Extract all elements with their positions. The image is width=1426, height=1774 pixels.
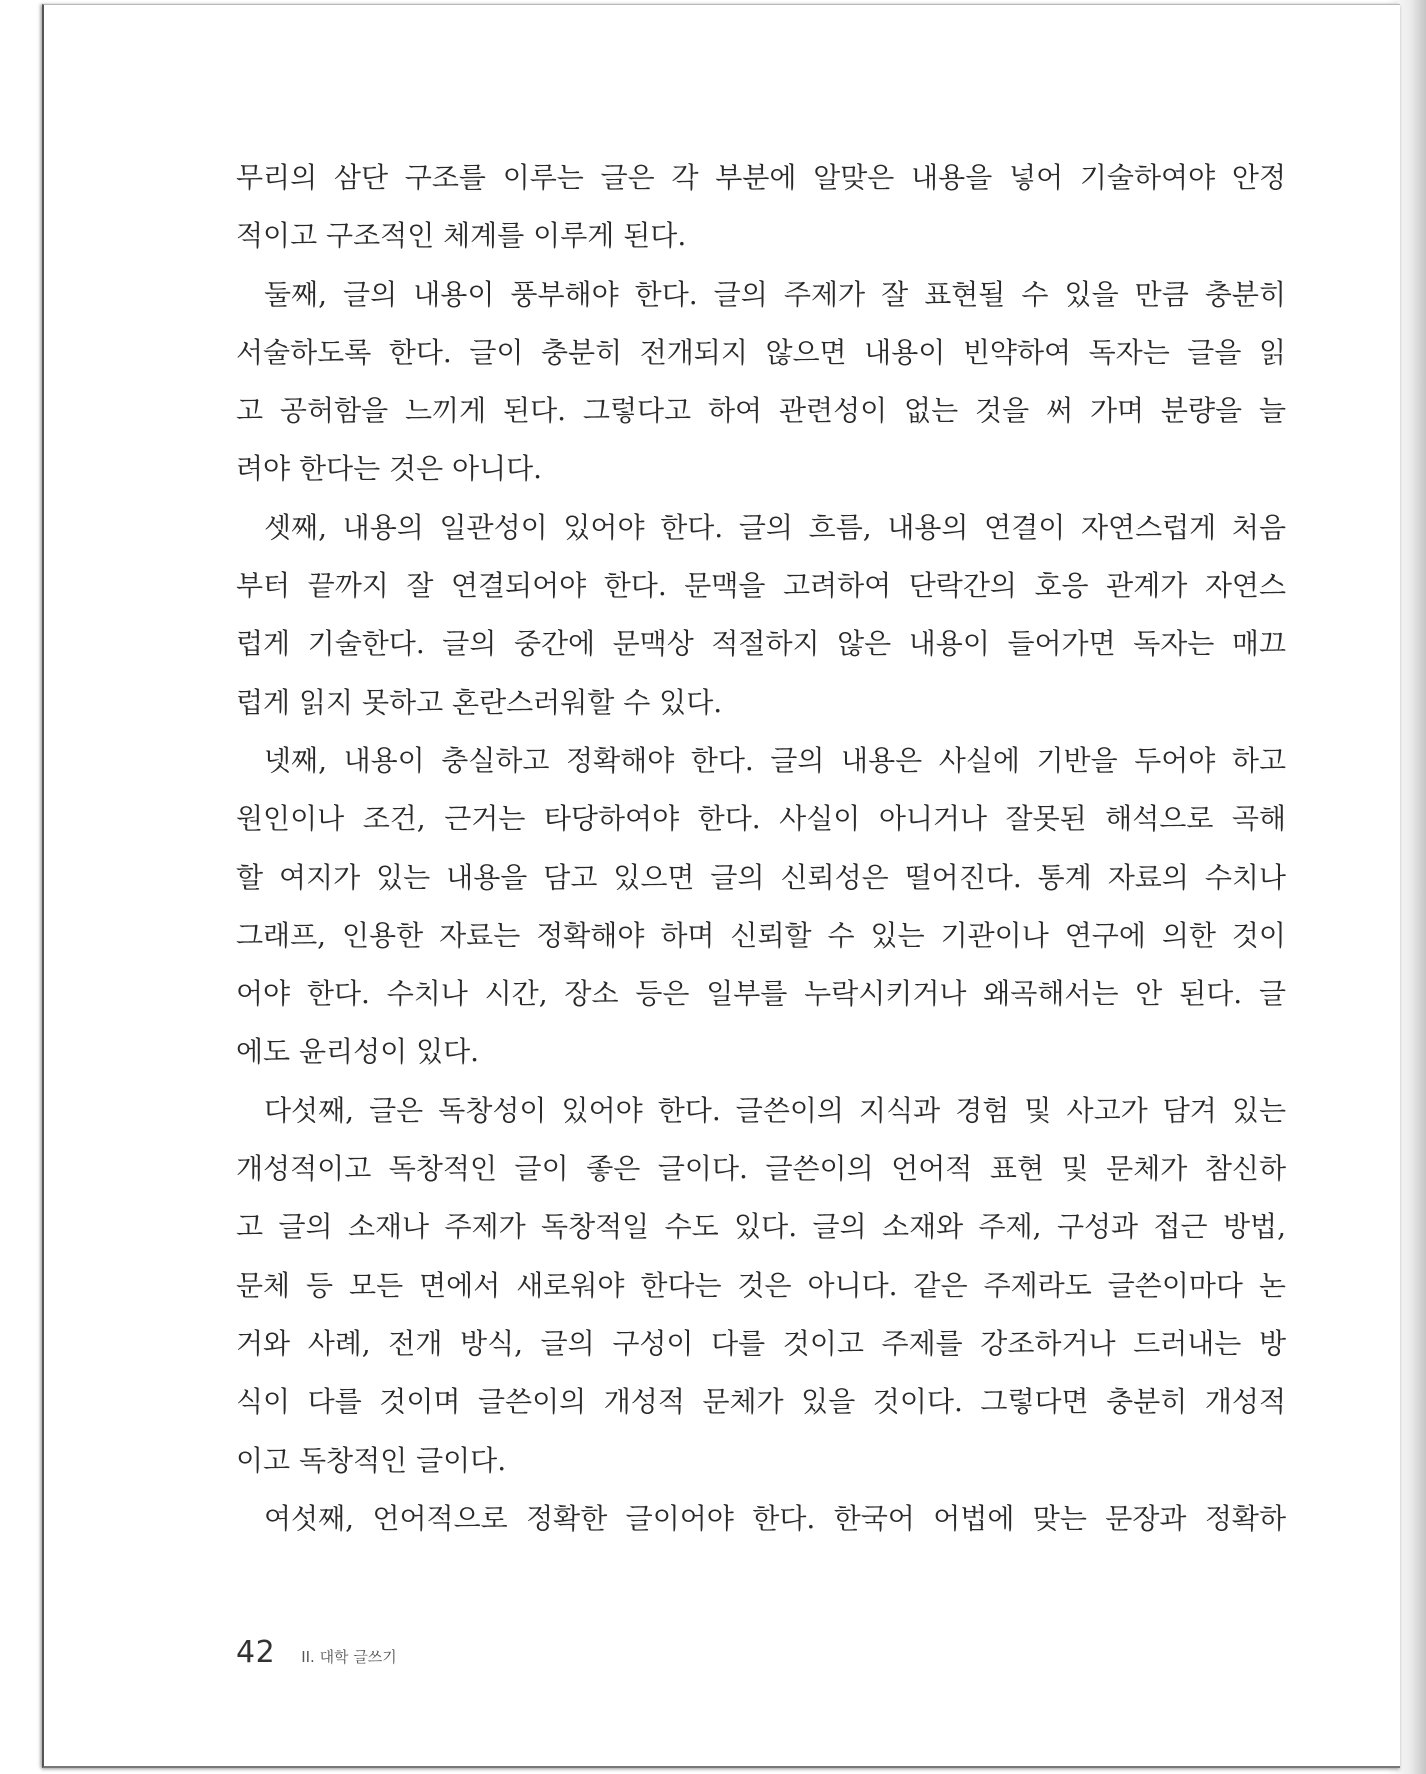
- text-line: 이고 독창적인 글이다.: [236, 1443, 507, 1477]
- text-line: 셋째, 내용의 일관성이 있어야 한다. 글의 흐름, 내용의 연결이 자연스럽게 처음: [264, 510, 1286, 544]
- page-number: 42: [236, 1635, 276, 1670]
- text-line: 할 여지가 있는 내용을 담고 있으면 글의 신뢰성은 떨어진다. 통계 자료의 수치나: [236, 860, 1286, 894]
- page-footer: [236, 1635, 397, 1675]
- text-line: 고 공허함을 느끼게 된다. 그렇다고 하여 관련성이 없는 것을 써 가며 분량을 늘: [236, 394, 1286, 428]
- book-page: [42, 4, 1400, 1768]
- text-line: 다섯째, 글은 독창성이 있어야 한다. 글쓴이의 지식과 경험 및 사고가 담겨 있는: [264, 1093, 1286, 1127]
- text-line: 넷째, 내용이 충실하고 정확해야 한다. 글의 내용은 사실에 기반을 두어야 하고: [264, 743, 1286, 777]
- body-text: [236, 149, 1286, 1548]
- text-line: 여섯째, 언어적으로 정확한 글이어야 한다. 한국어 어법에 맞는 문장과 정확하: [264, 1501, 1286, 1535]
- text-line: 적이고 구조적인 체계를 이루게 된다.: [236, 219, 687, 253]
- running-head: II. 대학 글쓰기: [301, 1648, 397, 1666]
- text-line: 원인이나 조건, 근거는 타당하여야 한다. 사실이 아니거나 잘못된 해석으로 곡해: [236, 802, 1286, 836]
- text-line: 그래프, 인용한 자료는 정확해야 하며 신뢰할 수 있는 기관이나 연구에 의한 것이: [236, 918, 1286, 952]
- text-line: 둘째, 글의 내용이 풍부해야 한다. 글의 주제가 잘 표현될 수 있을 만큼 충분히: [264, 277, 1286, 311]
- text-line: 어야 한다. 수치나 시간, 장소 등은 일부를 누락시키거나 왜곡해서는 안 된다. 글: [236, 977, 1286, 1011]
- text-line: 려야 한다는 것은 아니다.: [236, 452, 543, 486]
- text-line: 럽게 기술한다. 글의 중간에 문맥상 적절하지 않은 내용이 들어가면 독자는 매끄: [236, 627, 1286, 661]
- text-line: 럽게 읽지 못하고 혼란스러워할 수 있다.: [236, 685, 723, 719]
- text-line: 고 글의 소재나 주제가 독창적일 수도 있다. 글의 소재와 주제, 구성과 접근 방법,: [236, 1210, 1286, 1244]
- text-line: 거와 사례, 전개 방식, 글의 구성이 다를 것이고 주제를 강조하거나 드러내는 방: [236, 1326, 1286, 1360]
- text-line: 무리의 삼단 구조를 이루는 글은 각 부분에 알맞은 내용을 넣어 기술하여야 안정: [236, 161, 1286, 194]
- text-line: 식이 다를 것이며 글쓴이의 개성적 문체가 있을 것이다. 그렇다면 충분히 개성적: [236, 1385, 1286, 1419]
- text-line: 문체 등 모든 면에서 새로워야 한다는 것은 아니다. 같은 주제라도 글쓴이마다 논: [236, 1268, 1286, 1302]
- text-line: 서술하도록 한다. 글이 충분히 전개되지 않으면 내용이 빈약하여 독자는 글을 읽: [236, 335, 1286, 369]
- text-line: 개성적이고 독창적인 글이 좋은 글이다. 글쓴이의 언어적 표현 및 문체가 참신하: [236, 1152, 1286, 1186]
- text-line: 에도 윤리성이 있다.: [236, 1035, 480, 1069]
- text-line: 부터 끝까지 잘 연결되어야 한다. 문맥을 고려하여 단락간의 호응 관계가 자연스: [236, 569, 1286, 603]
